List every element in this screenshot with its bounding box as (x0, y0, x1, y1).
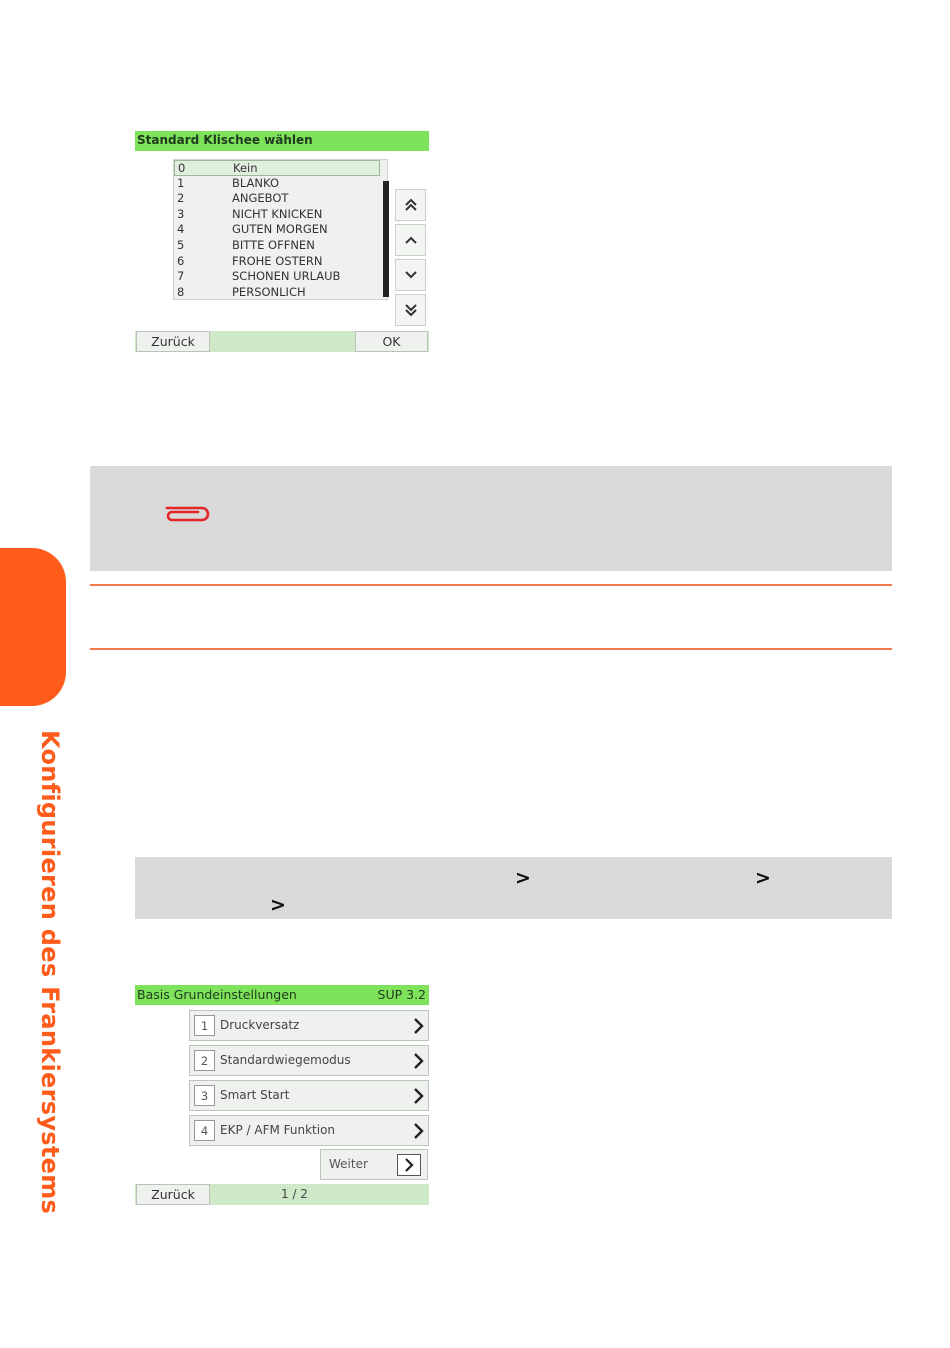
item-label: GUTEN MORGEN (232, 222, 328, 237)
item-label: Druckversatz (220, 1018, 300, 1032)
item-number: 3 (177, 206, 185, 221)
item-label: FROHE OSTERN (232, 253, 323, 268)
chevron-right-icon (404, 1157, 414, 1173)
path-separator: > (270, 894, 286, 916)
list-item[interactable] (174, 191, 380, 207)
menu-item-weigh-mode[interactable] (189, 1045, 429, 1076)
item-number: 7 (177, 269, 185, 284)
page-up-button[interactable] (395, 189, 426, 221)
page-indicator: 1 / 2 (281, 1187, 308, 1201)
back-button[interactable]: Zurück (136, 1184, 210, 1205)
next-box (397, 1154, 421, 1176)
list-item[interactable] (174, 222, 380, 238)
chevron-right-icon (412, 1086, 424, 1106)
menu-path-bar (135, 857, 892, 919)
screen-footer (135, 1184, 429, 1205)
screen-header (135, 131, 429, 151)
item-label: EKP / AFM Funktion (220, 1123, 336, 1137)
item-number: 1 (194, 1015, 215, 1036)
divider (90, 648, 892, 650)
chapter-title (36, 730, 66, 1220)
chapter-title-text: Konfigurieren des Frankiersystems (36, 730, 64, 1215)
next-label: Weiter (329, 1157, 368, 1171)
item-number: 0 (178, 161, 186, 175)
item-label: BITTE OFFNEN (232, 238, 315, 252)
list-item[interactable] (174, 176, 380, 192)
menu-item-ekp-afm[interactable] (189, 1115, 429, 1146)
note-box (90, 466, 892, 571)
menu-item-print-offset[interactable] (189, 1010, 429, 1041)
item-number: 3 (194, 1085, 215, 1106)
item-number: 2 (177, 191, 185, 206)
list-item[interactable] (174, 238, 380, 254)
back-button[interactable]: Zurück (136, 331, 210, 352)
screen-footer (135, 331, 429, 352)
select-stamp-screen (135, 131, 429, 352)
chapter-tab (0, 548, 66, 706)
item-label: Standardwiegemodus (220, 1053, 351, 1067)
item-number: 1 (177, 175, 185, 190)
item-number: 6 (177, 253, 185, 268)
item-label: SCHONEN URLAUB (232, 269, 341, 284)
item-label: Smart Start (220, 1088, 290, 1102)
chevron-down-icon (403, 267, 419, 283)
double-chevron-down-icon (403, 302, 419, 318)
scroll-down-button[interactable] (395, 259, 426, 291)
list-scrollbar[interactable] (383, 181, 389, 297)
screen-title: Basis Grundeinstellungen (137, 987, 297, 1002)
paperclip-icon (164, 502, 214, 524)
list-item[interactable] (174, 285, 380, 301)
screen-header (135, 985, 429, 1005)
item-label: Kein (233, 161, 258, 175)
item-number: 8 (177, 284, 185, 299)
scroll-up-button[interactable] (395, 224, 426, 256)
item-label: PERSONLICH (232, 284, 306, 299)
screen-code: SUP 3.2 (377, 987, 426, 1002)
next-button[interactable] (320, 1149, 428, 1180)
item-number: 4 (177, 222, 185, 237)
menu-item-smart-start[interactable] (189, 1080, 429, 1111)
item-number: 5 (177, 238, 185, 252)
basic-settings-screen (135, 985, 429, 1205)
item-label: BLANKO (232, 175, 279, 190)
item-number: 4 (194, 1120, 215, 1141)
path-separator: > (515, 867, 531, 889)
path-separator: > (755, 867, 771, 889)
chevron-right-icon (412, 1051, 424, 1071)
screen-title: Standard Klischee wählen (137, 133, 313, 147)
item-label: NICHT KNICKEN (232, 206, 323, 221)
list-item[interactable] (174, 207, 380, 223)
stamp-list (173, 159, 388, 300)
divider (90, 584, 892, 586)
list-item[interactable] (174, 160, 380, 176)
chevron-right-icon (412, 1016, 424, 1036)
chevron-up-icon (403, 232, 419, 248)
chevron-right-icon (412, 1121, 424, 1141)
item-number: 2 (194, 1050, 215, 1071)
double-chevron-up-icon (403, 197, 419, 213)
list-item[interactable] (174, 269, 380, 285)
item-label: ANGEBOT (232, 191, 289, 206)
page-down-button[interactable] (395, 294, 426, 326)
ok-button[interactable]: OK (355, 331, 428, 352)
list-item[interactable] (174, 254, 380, 270)
